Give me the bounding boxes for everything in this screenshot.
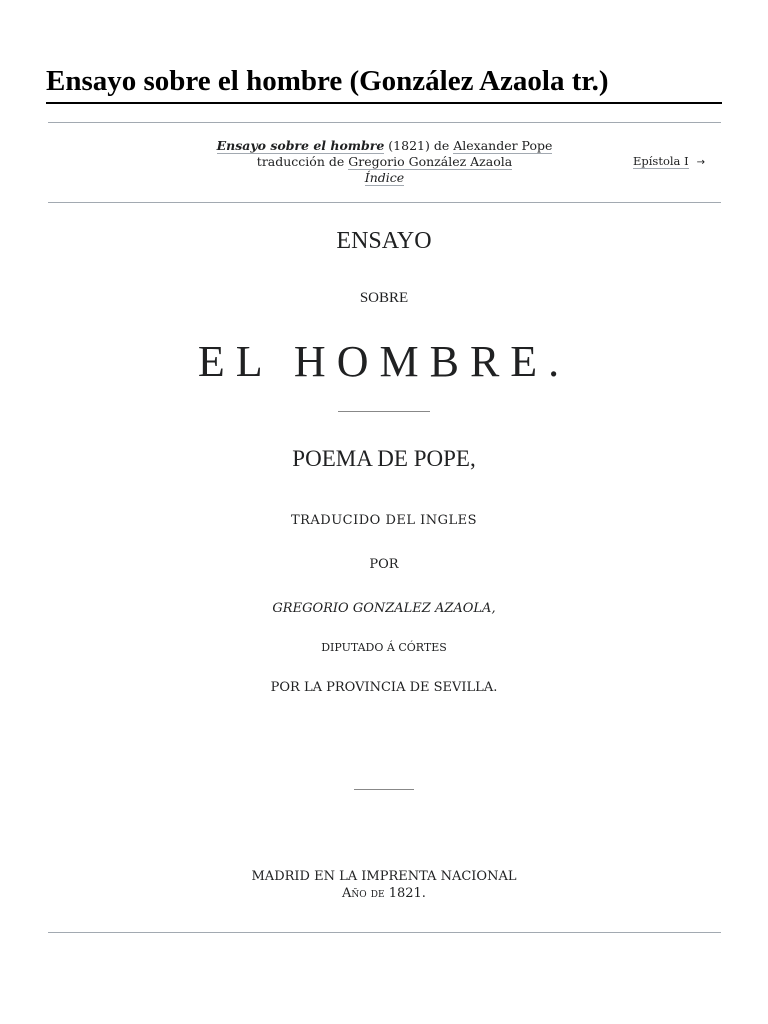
deputy-line: DIPUTADO Á CÓRTES: [321, 641, 447, 654]
header-top-divider: [48, 122, 721, 123]
right-arrow-icon: →: [696, 157, 706, 168]
header-line-2: [48, 154, 721, 170]
header-bottom-divider: [48, 202, 721, 203]
por-line: POR: [369, 557, 399, 572]
imprint-line: MADRID EN LA IMPRENTA NACIONAL: [251, 869, 517, 884]
year-line: Año de 1821.: [342, 886, 426, 901]
translation-prefix: traducción de: [256, 154, 345, 169]
next-chapter-link[interactable]: Epístola I: [633, 154, 689, 168]
subtitle-poema: POEMA DE POPE,: [292, 446, 476, 471]
short-rule-1: [338, 411, 430, 412]
province-line: POR LA PROVINCIA DE SEVILLA.: [270, 680, 498, 695]
translator-name: GREGORIO GONZALEZ AZAOLA,: [272, 601, 496, 616]
title-ensayo: ENSAYO: [336, 228, 432, 254]
header-line-1: [48, 138, 721, 154]
header-line-3: [48, 170, 721, 186]
title-sobre: SOBRE: [359, 290, 409, 306]
author-link[interactable]: Alexander Pope: [453, 138, 553, 153]
header-info: [48, 138, 721, 186]
title-el-hombre: EL HOMBRE.: [197, 337, 571, 386]
work-header: [48, 136, 721, 192]
footer-divider: [48, 932, 721, 933]
index-link[interactable]: Índice: [364, 170, 405, 185]
translator-link[interactable]: Gregorio González Azaola: [348, 154, 513, 169]
year-text: (1821) de: [388, 138, 450, 153]
work-title-link[interactable]: Ensayo sobre el hombre: [216, 138, 385, 153]
page-title: Ensayo sobre el hombre (González Azaola tr.): [46, 62, 722, 104]
short-rule-2: [354, 789, 414, 790]
next-chapter-nav: [633, 154, 705, 168]
translated-line: TRADUCIDO DEL INGLES: [290, 513, 478, 528]
